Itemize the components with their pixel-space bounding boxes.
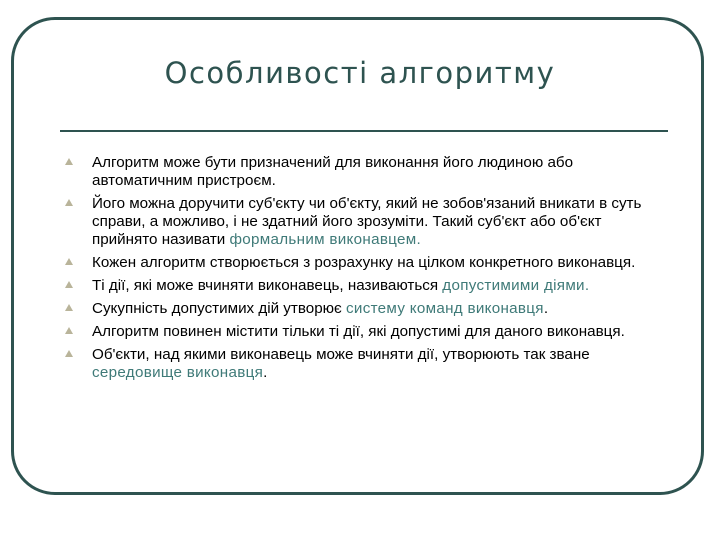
highlight-term: формальним виконавцем. <box>229 231 422 248</box>
bullet-triangle-icon <box>65 258 73 265</box>
bullet-text: Сукупність допустимих дій утворює <box>92 300 347 317</box>
bullet-item <box>62 300 662 318</box>
bullet-triangle-icon <box>65 327 73 334</box>
bullet-list <box>62 154 662 387</box>
bullet-text: Ті дії, які може вчиняти виконавець, називаються <box>92 277 443 294</box>
bullet-item <box>62 323 662 341</box>
highlight-term: систему команд виконавця <box>346 300 544 317</box>
bullet-triangle-icon <box>65 158 73 165</box>
bullet-triangle-icon <box>65 350 73 357</box>
slide-title: Особливості алгоритму <box>164 56 556 90</box>
bullet-text: Алгоритм повинен містити тільки ті дії, які допустимі для даного виконавця. <box>92 323 625 340</box>
bullet-text: Кожен алгоритм створюється з розрахунку на цілком конкретного виконавця. <box>92 254 636 271</box>
bullet-item <box>62 346 662 382</box>
bullet-triangle-icon <box>65 304 73 311</box>
bullet-item <box>62 254 662 272</box>
bullet-triangle-icon <box>65 281 73 288</box>
bullet-text: Алгоритм може бути призначений для виконання його людиною або автоматичним пристроєм. <box>92 154 574 189</box>
bullet-text: Його можна доручити суб'єкту чи об'єкту, який не зобов'язаний вникати в суть справи, а можливо, і не здатний його зрозуміти. Такий суб'єкт або об'єкт прийнято називати <box>92 195 642 248</box>
bullet-triangle-icon <box>65 199 73 206</box>
bullet-item <box>62 277 662 295</box>
highlight-term: середовище виконавця <box>92 364 264 381</box>
bullet-item <box>62 195 662 249</box>
highlight-term: допустимими діями. <box>442 277 590 294</box>
title-underline <box>60 130 668 132</box>
bullet-text-end: . <box>543 300 549 317</box>
bullet-item <box>62 154 662 190</box>
bullet-text-end: . <box>263 364 268 381</box>
bullet-text: Об'єкти, над якими виконавець може вчиняти дії, утворюють так зване <box>92 346 590 363</box>
